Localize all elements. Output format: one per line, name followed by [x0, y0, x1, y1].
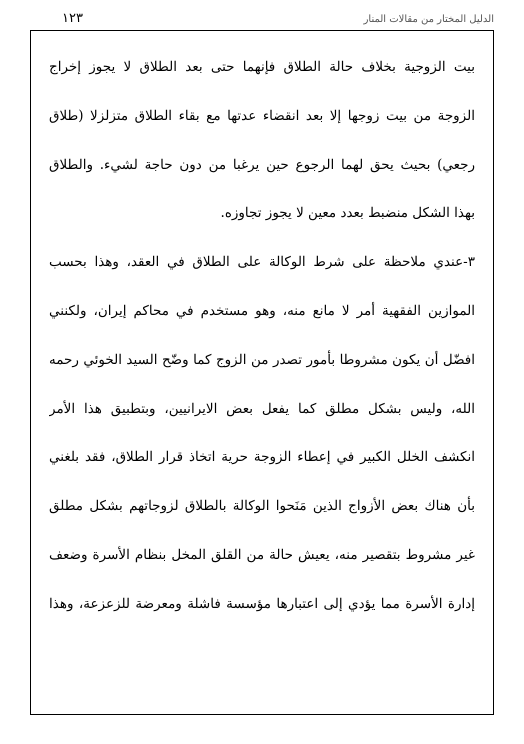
text-line: الله، وليس بشكل مطلق كما يفعل بعض الايرانيين، وبتطبيق هذا الأمر — [49, 400, 475, 417]
text-line: ٣-عندي ملاحظة على شرط الوكالة على الطلاق في العقد، وهذا بحسب — [49, 254, 475, 271]
text-line: بأن هناك بعض الأزواج الذين مَنَحوا الوكالة بالطلاق لزوجاتهم بشكل مطلق — [49, 498, 475, 515]
text-line: رجعي) بحيث يحق لهما الرجوع حين يرغبا من دون حاجة لشيء. والطلاق — [49, 156, 475, 173]
running-title: الدليل المختار من مقالات المنار — [363, 14, 494, 25]
text-line: غير مشروط بتقصير منه، يعيش حالة من القلق المخل بنظام الأسرة وضعف — [49, 546, 475, 563]
text-line: افضّل أن يكون مشروطا بأمور تصدر من الزوج كما وضّح السيد الخوئي رحمه — [49, 351, 475, 368]
page-frame — [30, 30, 494, 715]
text-line: الزوجة من بيت زوجها إلا بعد انقضاء عدتها مع بقاء الطلاق متزلزلا (طلاق — [49, 107, 475, 124]
text-line: انكشف الخلل الكبير في إعطاء الزوجة حرية اتخاذ قرار الطلاق، فقد بلغني — [49, 449, 475, 466]
body-text — [49, 57, 475, 643]
page-header — [30, 10, 494, 30]
text-line: إدارة الأسرة مما يؤدي إلى اعتبارها مؤسسة فاشلة ومعرضة للزعزعة، وهذا — [49, 595, 475, 612]
text-line: بيت الزوجية بخلاف حالة الطلاق فإنهما حتى بعد الطلاق لا يجوز إخراج — [49, 59, 475, 75]
page-number: ١٢٣ — [62, 11, 83, 26]
text-line: الموازين الفقهية أمر لا مانع منه، وهو مستخدم في محاكم إيران، ولكنني — [49, 302, 475, 319]
text-line: بهذا الشكل منضبط بعدد معين لا يجوز تجاوزه. — [220, 205, 475, 222]
